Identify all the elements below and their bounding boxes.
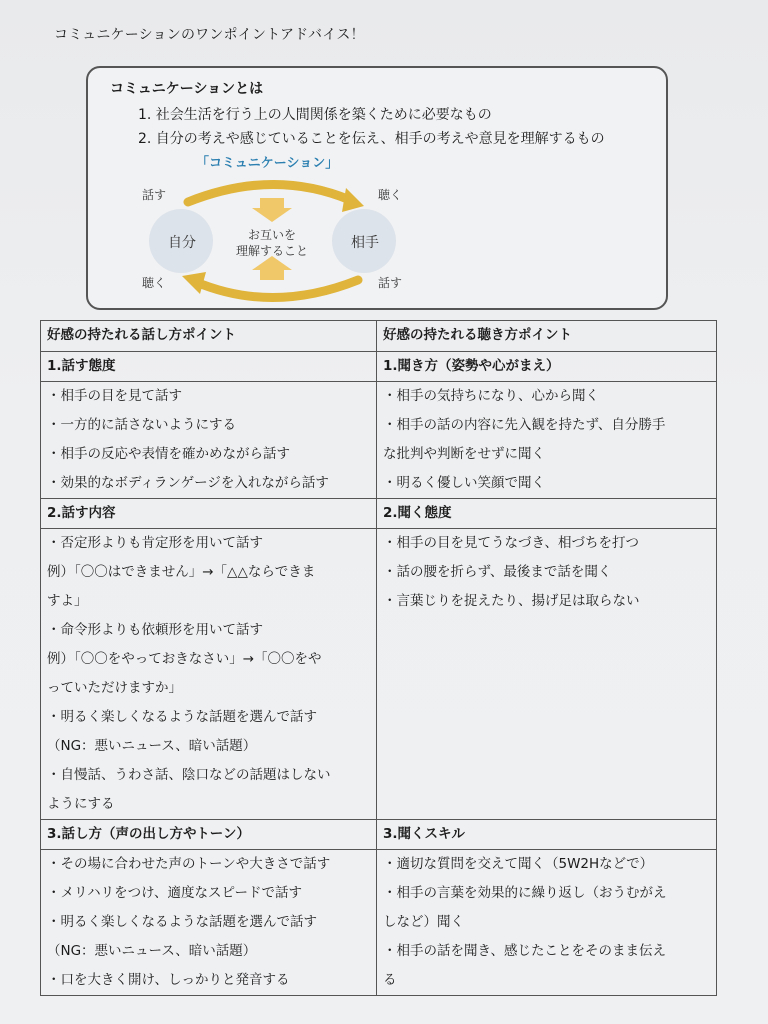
section-2-right-title: 2.聞く態度 — [377, 499, 717, 529]
header-speaking: 好感の持たれる話し方ポイント — [41, 321, 377, 352]
list-item: ・その場に合わせた声のトーンや大きさで話す — [47, 856, 331, 872]
definition-line-1: 1. 社会生活を行う上の人間関係を築くために必要なもの — [138, 107, 492, 123]
list-item: ・メリハリをつけ、適度なスピードで話す — [47, 885, 303, 901]
left-node-label: 自分 — [168, 235, 196, 251]
section-1-left-title: 1.話す態度 — [41, 352, 377, 382]
list-item: ・話の腰を折らず、最後まで話を聞く — [383, 564, 612, 580]
list-item: 例）「〇〇はできません」→「△△ならできま — [47, 564, 316, 580]
header-listening: 好感の持たれる聴き方ポイント — [377, 321, 717, 352]
list-item: ・相手の目を見てうなづき、相づちを打つ — [383, 535, 639, 551]
list-item: ・相手の反応や表情を確かめながら話す — [47, 446, 290, 462]
list-item: しなど）聞く — [383, 914, 464, 930]
list-item: な批判や判断をせずに聞く — [383, 446, 545, 462]
bottom-left-label: 聴く — [142, 276, 167, 290]
center-up-arrow — [252, 256, 292, 280]
table-header-row — [41, 321, 717, 352]
section-2-left-content — [41, 529, 377, 820]
communication-diagram — [88, 68, 666, 308]
list-item: ・明るく楽しくなるような話題を選んで話す — [47, 709, 317, 725]
list-item: る — [383, 972, 397, 988]
diagram-label: 「コミュニケーション」 — [196, 156, 339, 171]
definition-line-2: 2. 自分の考えや感じていることを伝え、相手の考えや意見を理解するもの — [138, 131, 605, 147]
section-1-right-title: 1.聞き方（姿勢や心がまえ） — [377, 352, 717, 382]
section-3-right-title: 3.聞くスキル — [377, 820, 717, 850]
right-node-label: 相手 — [351, 235, 379, 251]
list-item: ・言葉じりを捉えたり、揚げ足は取らない — [383, 593, 640, 609]
definition-heading: コミュニケーションとは — [110, 81, 264, 97]
list-item: ・効果的なボディランゲージを入れながら話す — [47, 475, 329, 491]
list-item: ・明るく優しい笑顔で聞く — [383, 475, 545, 491]
list-item: （NG：悪いニュース、暗い話題） — [47, 943, 257, 959]
list-item: ・相手の目を見て話す — [47, 388, 182, 404]
section-title-row — [41, 352, 717, 382]
section-1-left-content — [41, 382, 377, 499]
top-arrow-head — [342, 188, 364, 212]
section-2-left-title: 2.話す内容 — [41, 499, 377, 529]
section-content-row — [41, 382, 717, 499]
section-content-row — [41, 529, 717, 820]
page-title: コミュニケーションのワンポイントアドバイス！ — [54, 27, 365, 43]
list-item: ・相手の言葉を効果的に繰り返し（おうむがえ — [383, 885, 667, 901]
center-down-arrow — [252, 198, 292, 222]
list-item: ・自慢話、うわさ話、陰口などの話題はしない — [47, 767, 331, 783]
section-3-right-content — [377, 850, 717, 996]
definition-box — [86, 66, 668, 310]
list-item: ・明るく楽しくなるような話題を選んで話す — [47, 914, 317, 930]
points-table — [40, 320, 717, 996]
list-item: すよ」 — [47, 593, 88, 609]
list-item: ・命令形よりも依頼形を用いて話す — [47, 622, 263, 638]
bottom-arrow-head — [182, 272, 206, 294]
section-1-right-content — [377, 382, 717, 499]
list-item: ・一方的に話さないようにする — [47, 417, 236, 433]
section-3-left-content — [41, 850, 377, 996]
list-item: 例）「〇〇をやっておきなさい」→「〇〇をや — [47, 651, 322, 667]
section-title-row — [41, 499, 717, 529]
section-3-left-title: 3.話し方（声の出し方やトーン） — [41, 820, 377, 850]
list-item: ・相手の話の内容に先入観を持たず、自分勝手 — [383, 417, 666, 433]
bottom-right-label: 話す — [378, 276, 403, 290]
top-right-label: 聴く — [378, 188, 403, 202]
center-text-2: 理解すること — [236, 244, 309, 258]
list-item: っていただけますか」 — [47, 680, 182, 696]
list-item: ・適切な質問を交えて聞く（5W2Hなどで） — [383, 856, 654, 872]
list-item: （NG：悪いニュース、暗い話題） — [47, 738, 257, 754]
top-left-label: 話す — [142, 188, 167, 202]
list-item: ・口を大きく開け、しっかりと発音する — [47, 972, 290, 988]
section-content-row — [41, 850, 717, 996]
center-text-1: お互いを — [248, 228, 297, 242]
list-item: ・相手の話を聞き、感じたことをそのまま伝え — [383, 943, 666, 959]
bottom-arc-arrow — [196, 280, 358, 298]
list-item: ・相手の気持ちになり、心から聞く — [383, 388, 599, 404]
list-item: ・否定形よりも肯定形を用いて話す — [47, 535, 263, 551]
section-2-right-content — [377, 529, 717, 820]
list-item: ようにする — [47, 796, 115, 812]
section-title-row — [41, 820, 717, 850]
